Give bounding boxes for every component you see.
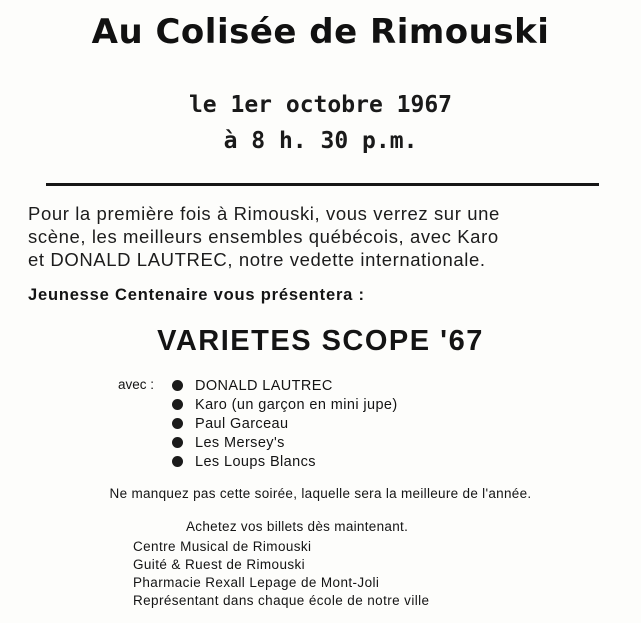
intro-line: Pour la première fois à Rimouski, vous verrez sur une: [28, 203, 500, 224]
ticket-outlet-list: [133, 538, 429, 610]
presenter-line: Jeunesse Centenaire vous présentera :: [28, 286, 365, 304]
artist-name: Paul Garceau: [195, 416, 289, 432]
artist-name: Karo (un garçon en mini jupe): [195, 397, 398, 413]
artist-list: [172, 377, 398, 472]
artist-item: [172, 434, 398, 453]
page-title: Au Colisée de Rimouski: [91, 12, 550, 52]
event-time: à 8 h. 30 p.m.: [223, 128, 418, 154]
bullet-icon: [172, 437, 183, 448]
bullet-icon: [172, 399, 183, 410]
artist-name: DONALD LAUTREC: [195, 378, 333, 394]
outlet-item: Représentant dans chaque école de notre ville: [133, 593, 430, 608]
intro-line: et DONALD LAUTREC, notre vedette internationale.: [28, 249, 486, 270]
intro-line: scène, les meilleurs ensembles québécois, avec Karo: [28, 226, 499, 247]
artist-name: Les Mersey's: [195, 435, 285, 451]
outlet-item: Pharmacie Rexall Lepage de Mont-Joli: [133, 575, 380, 590]
bullet-icon: [172, 380, 183, 391]
show-title: VARIETES SCOPE '67: [157, 325, 484, 357]
divider-rule: [46, 183, 599, 186]
outlet-item: Centre Musical de Rimouski: [133, 539, 312, 554]
intro-paragraph: [28, 202, 608, 271]
event-date: le 1er octobre 1967: [188, 92, 453, 118]
artist-item: [172, 377, 398, 396]
tickets-heading: Achetez vos billets dès maintenant.: [186, 519, 409, 534]
notice-line: Ne manquez pas cette soirée, laquelle sera la meilleure de l'année.: [109, 486, 532, 501]
artist-item: [172, 453, 398, 472]
artist-item: [172, 415, 398, 434]
bullet-icon: [172, 456, 183, 467]
artist-item: [172, 396, 398, 415]
avec-label: avec :: [118, 377, 155, 392]
outlet-item: Guité & Ruest de Rimouski: [133, 557, 306, 572]
bullet-icon: [172, 418, 183, 429]
artist-name: Les Loups Blancs: [195, 454, 316, 470]
